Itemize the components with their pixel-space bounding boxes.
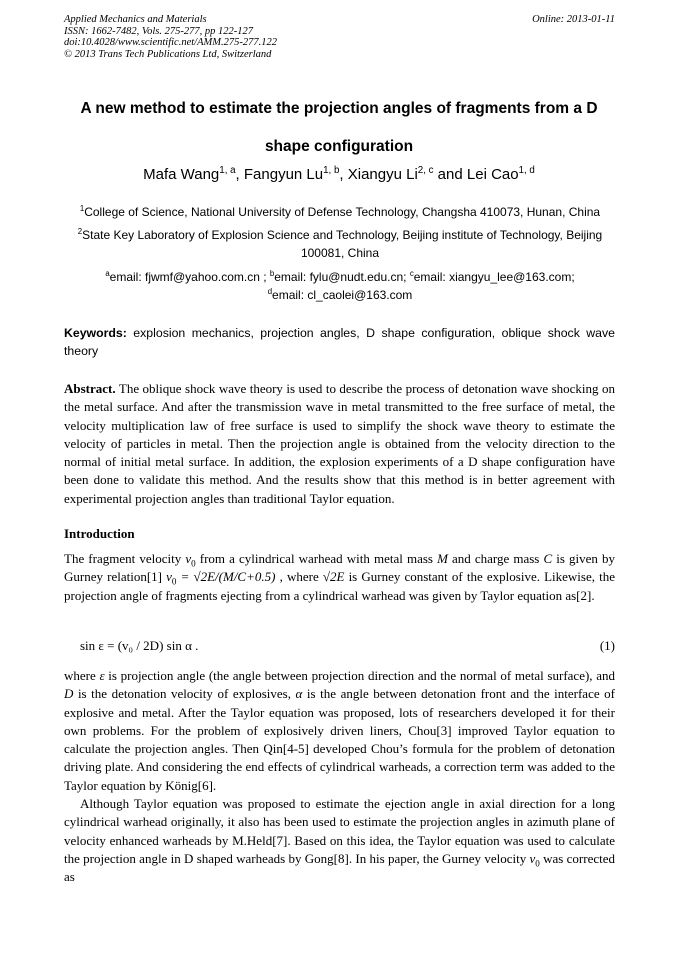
gurney-formula: = √2E/(M/C+0.5): [180, 569, 276, 585]
doi: doi:10.4028/www.scientific.net/AMM.275-277.122: [64, 37, 277, 49]
title-line-1: A new method to estimate the projection angles of fragments from a D: [80, 100, 598, 117]
journal-header: [64, 14, 615, 60]
var-eps: ε: [99, 668, 105, 683]
email-sup: b: [269, 269, 275, 278]
author-sup: 1, a: [219, 165, 236, 176]
text: The fragment velocity: [64, 551, 186, 566]
email-a: email: fjwmf@yahoo.com.cn ;: [109, 270, 270, 284]
var-v: v: [185, 551, 192, 566]
var-C: C: [543, 551, 553, 566]
aff-text: College of Science, National University of Defense Technology, Changsha 410073, Hunan, China: [84, 205, 601, 219]
text: is the angle between detonation front and the interface of explosive and metal. After the Taylor equation was proposed, lots of researchers developed it for their own problems. For the problem of explosively driven liners, Chou[3] improved Taylor equation to calculate the projection angles. Then Qin[4-5] developed Chou’s formula for the problem of detonation driving plate. And considering the end effects of cylindrical warheads, a correction term was added to the Taylor equation by König[6].: [64, 686, 615, 793]
text: is Gurney constant of the explosive. Likewise, the projection angle of fragments ejecting from a cylindrical warhead was given by Taylor equation as[2].: [64, 569, 615, 603]
author: Fangyun Lu: [243, 166, 324, 183]
intro-paragraph-3: [64, 795, 615, 886]
email-sup: c: [409, 269, 414, 278]
aff-sup: 2: [77, 227, 83, 236]
var-D: D: [64, 686, 74, 702]
title-line-2: shape configuration: [264, 138, 414, 155]
email-sup: a: [105, 269, 110, 278]
email-block: [64, 268, 616, 304]
author-sup: 2, c: [417, 165, 434, 176]
var-M: M: [437, 551, 448, 566]
author: Xiangyu Li: [347, 166, 418, 183]
sqrt-2e: √2E: [322, 569, 345, 585]
text: from a cylindrical warhead with metal mass: [195, 551, 438, 566]
journal-name: Applied Mechanics and Materials: [64, 14, 207, 25]
var-alpha: α: [295, 686, 303, 702]
author-sep: and: [433, 166, 467, 183]
author: Mafa Wang: [143, 166, 220, 183]
online-date: Online: 2013-01-11: [532, 14, 615, 25]
equation-number: (1): [599, 638, 615, 653]
aff-sup: 1: [79, 204, 85, 213]
author: Lei Cao: [466, 166, 519, 183]
email-b: email: fylu@nudt.edu.cn;: [274, 270, 410, 284]
var-v: v: [166, 569, 172, 585]
text: was corrected as: [64, 850, 615, 885]
sub-0: 0: [171, 576, 177, 587]
author-sup: 1, b: [323, 165, 340, 176]
author-sep: ,: [235, 166, 244, 183]
copyright: © 2013 Trans Tech Publications Ltd, Switzerland: [64, 48, 272, 60]
sub-0: 0: [535, 858, 540, 869]
text: Although Taylor equation was proposed to estimate the ejection angle in axial direction for a long cylindrical warhead originally, it also has been used to estimate the projection angles in azimuth plane of velocity enhanced warheads by M.Held[7]. Based on this idea, the Taylor equation was used to calculate the projection angle in D shaped warheads by Gong[8]. In his paper, the Gurney velocity: [64, 796, 615, 866]
text: , where: [275, 569, 323, 585]
issn: ISSN: 1662-7482, Vols. 275-277, pp 122-127: [64, 25, 253, 37]
sub-0: 0: [191, 558, 196, 569]
var-v: v: [529, 850, 536, 866]
intro-paragraph-1: [64, 550, 615, 605]
abstract-text: The oblique shock wave theory is used to describe the process of detonation wave shocking on the metal surface. And after the transmission wave in metal transmitted to the free surface of metal, the velocity multiplication law of free surface is used to simplify the shock wave theory to estimate the velocity of particles in metal. Then the projection angle is obtained from the velocity direction to the normal of initial metal surface. In addition, the explosion experiments of a D shape configuration have been done to validate this method. And the results show that this method is in better agreement with experimental projection angles than traditional Taylor equation.: [64, 381, 615, 506]
affiliation-2: [64, 226, 616, 262]
abstract-label: Abstract.: [64, 381, 116, 396]
equation-text: sin ε = (v₀ / 2D) sin α .: [80, 638, 199, 653]
author-list: [50, 166, 628, 183]
text: where: [64, 668, 100, 683]
keywords-text: explosion mechanics, projection angles, D shape configuration, oblique shock wave theory: [64, 326, 615, 358]
text: is the detonation velocity of explosives,: [73, 686, 296, 702]
equation-1: [64, 638, 615, 654]
text: is projection angle (the angle between projection direction and the normal of metal surface), and: [104, 668, 615, 683]
author-sup: 1, d: [518, 165, 535, 176]
email-d: email: cl_caolei@163.com: [272, 288, 413, 302]
aff-text: State Key Laboratory of Explosion Science and Technology, Beijing institute of Technology, Beijing: [82, 228, 603, 242]
intro-paragraph-2: [64, 667, 615, 795]
text: is given by Gurney relation[1]: [64, 551, 615, 585]
affiliation-1: [64, 203, 616, 221]
email-sup: d: [267, 287, 273, 296]
aff-text-line-2: 100081, China: [300, 246, 380, 260]
keywords-label: Keywords:: [64, 326, 127, 340]
abstract: [64, 380, 615, 508]
author-sep: ,: [339, 166, 348, 183]
email-c: email: xiangyu_lee@163.com;: [413, 270, 575, 284]
keywords: [64, 324, 615, 360]
text: and charge mass: [447, 551, 544, 566]
paper-title: [50, 90, 628, 166]
section-heading: Introduction: [64, 526, 135, 541]
